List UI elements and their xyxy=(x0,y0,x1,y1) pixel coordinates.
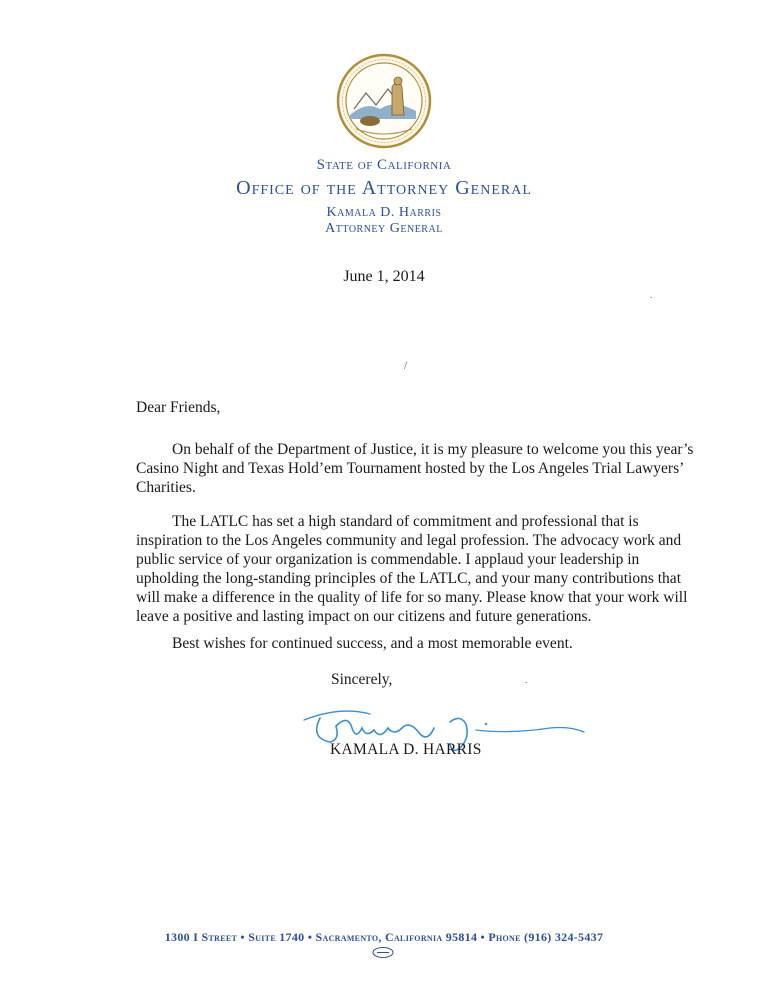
scan-speck: . xyxy=(650,290,653,300)
paragraph-commendation: The LATLC has set a high standard of commitment and professional that is inspiration to the Los Angeles community and legal profession. The advocacy work and public service of your organization is commendable. I applaud your leadership in upholding the long-standing principles of the LATLC, and your many contributions that will make a difference in the quality of life for so many. Please know that your work will leave a positive and lasting impact on our citizens and future generations. xyxy=(136,513,688,625)
scan-mark: / xyxy=(404,358,408,372)
state-seal-icon xyxy=(336,53,432,149)
paragraph-welcome: On behalf of the Department of Justice, it is my pleasure to welcome you this year’s Casino Night and Texas Hold’em Tournament hosted by the Los Angeles Trial Lawyers’ Charities. xyxy=(136,441,694,496)
closing: Sincerely, xyxy=(331,671,393,688)
recycle-logo-icon xyxy=(372,947,394,958)
official-name: Kamala D. Harris xyxy=(326,205,442,220)
salutation: Dear Friends, xyxy=(136,399,221,416)
footer-address: 1300 I Street • Suite 1740 • Sacramento, California 95814 • Phone (916) 324-5437 xyxy=(164,930,604,944)
state-heading: State of California xyxy=(316,157,452,173)
signer-name: KAMALA D. HARRIS xyxy=(330,741,482,758)
office-heading: Office of the Attorney General xyxy=(236,177,532,199)
paragraph-best-wishes: Best wishes for continued success, and a most memorable event. xyxy=(172,635,573,652)
letter-date: June 1, 2014 xyxy=(343,268,425,285)
scan-speck: . xyxy=(525,675,528,685)
official-title: Attorney General xyxy=(325,221,443,236)
